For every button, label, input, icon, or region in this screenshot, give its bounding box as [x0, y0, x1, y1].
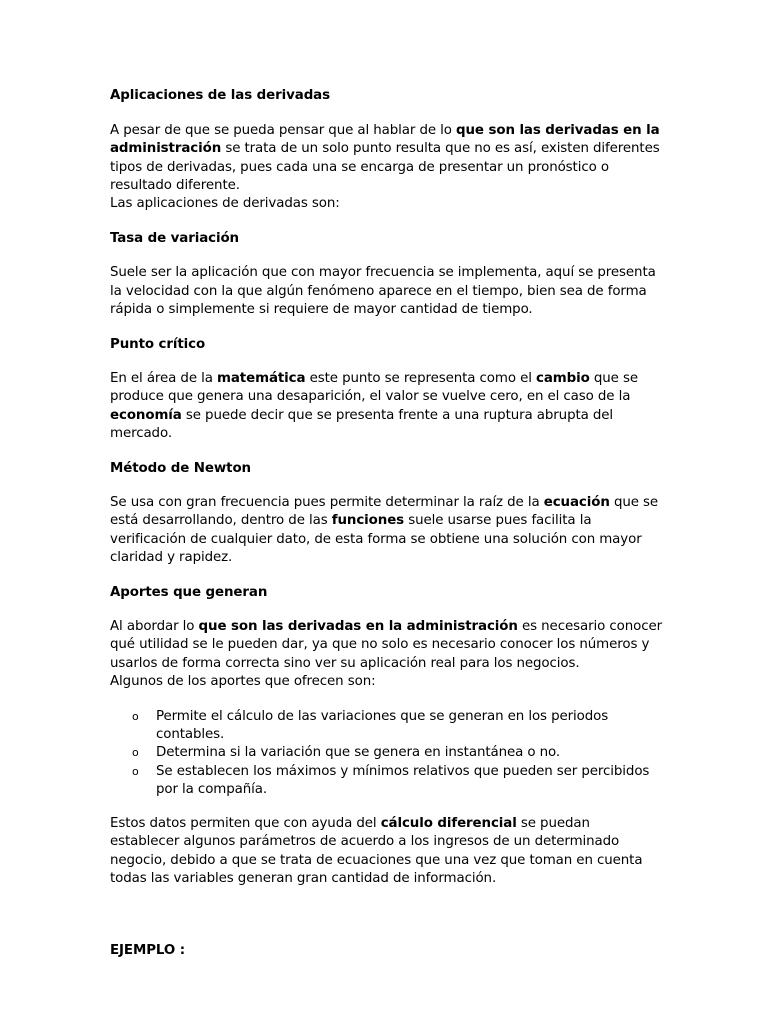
section-heading-newton: Método de Newton: [110, 461, 251, 477]
punto-text-3: que se produce que genera una desaparición, el valor se vuelve cero, en el caso de la: [110, 371, 638, 405]
intro-line-2: Las aplicaciones de derivadas son:: [110, 196, 340, 212]
punto-text-4: se puede decir que se presenta frente a una ruptura abrupta del mercado.: [110, 407, 614, 441]
section-paragraph-newton: [110, 494, 662, 567]
closing-text-2: se puedan establecer algunos parámetros de acuerdo a los ingresos de un determinado negocio, debido a que se trata de ecuaciones que una vez que toman en cuenta todas las variables generan gran cantidad de información.: [110, 816, 643, 886]
newton-text-1: Se usa con gran frecuencia pues permite determinar la raíz de la: [110, 495, 544, 511]
aportes-text-1: Al abordar lo: [110, 619, 199, 635]
newton-bold-2: funciones: [331, 513, 405, 529]
bullet-marker: o: [132, 710, 139, 724]
section-heading-tasa: Tasa de variación: [110, 231, 239, 247]
punto-text-2: este punto se representa como el: [305, 371, 536, 387]
aportes-text-2: es necesario conocer qué utilidad se le pueden dar, ya que no solo es necesario conocer los números y usarlos de forma correcta sino ver su aplicación real para los negocios.: [110, 619, 662, 671]
intro-text-2: se trata de un solo punto resulta que no es así, existen diferentes tipos de derivadas, pues cada una se encarga de presentar un pronóstico o resultado diferente.: [110, 141, 660, 193]
punto-bold-2: cambio: [536, 371, 590, 387]
aportes-line-2: Algunos de los aportes que ofrecen son:: [110, 673, 376, 689]
section-paragraph-aportes: [110, 618, 662, 673]
intro-text-1: A pesar de que se pueda pensar que al hablar de lo: [110, 123, 457, 139]
list-item-text: Se establecen los máximos y mínimos relativos que pueden ser percibidos por la compañía.: [156, 763, 650, 797]
closing-bold-1: cálculo diferencial: [380, 816, 517, 832]
newton-text-3: suele usarse pues facilita la verificación de cualquier dato, de esta forma se obtiene una solución con mayor claridad y rapidez.: [110, 513, 642, 565]
newton-text-2: que se está desarrollando, dentro de las: [110, 495, 659, 529]
section-heading-aportes: Aportes que generan: [110, 585, 268, 601]
section-paragraph-tasa: Suele ser la aplicación que con mayor frecuencia se implementa, aquí se presenta la velocidad con la que algún fenómeno aparece en el tiempo, bien sea de forma rápida o simplemente si requiere de mayor cantidad de tiempo.: [110, 265, 656, 317]
newton-bold-1: ecuación: [543, 495, 610, 511]
bullet-marker: o: [132, 746, 139, 760]
example-label: EJEMPLO :: [110, 942, 185, 958]
intro-paragraph: [110, 122, 662, 195]
aportes-bold-1: que son las derivadas en la administración: [198, 619, 518, 635]
list-item-text: Determina si la variación que se genera en instantánea o no.: [156, 745, 561, 761]
bullet-marker: o: [132, 764, 139, 778]
closing-text-1: Estos datos permiten que con ayuda del: [110, 816, 381, 832]
document-title: Aplicaciones de las derivadas: [110, 88, 330, 103]
section-paragraph-punto: [110, 370, 662, 443]
list-item: [110, 763, 662, 799]
document-page: [110, 87, 662, 960]
list-item: [110, 744, 662, 762]
intro-bold-1: que son las derivadas en la administración: [110, 123, 660, 157]
punto-bold-3: economía: [110, 407, 182, 423]
closing-paragraph: [110, 815, 662, 888]
list-item: [110, 708, 662, 744]
punto-bold-1: matemática: [217, 371, 306, 387]
section-heading-punto: Punto crítico: [110, 337, 206, 353]
list-item-text: Permite el cálculo de las variaciones que se generan en los periodos contables.: [156, 709, 609, 743]
aportes-bullet-list: [110, 708, 662, 799]
punto-text-1: En el área de la: [110, 371, 218, 387]
